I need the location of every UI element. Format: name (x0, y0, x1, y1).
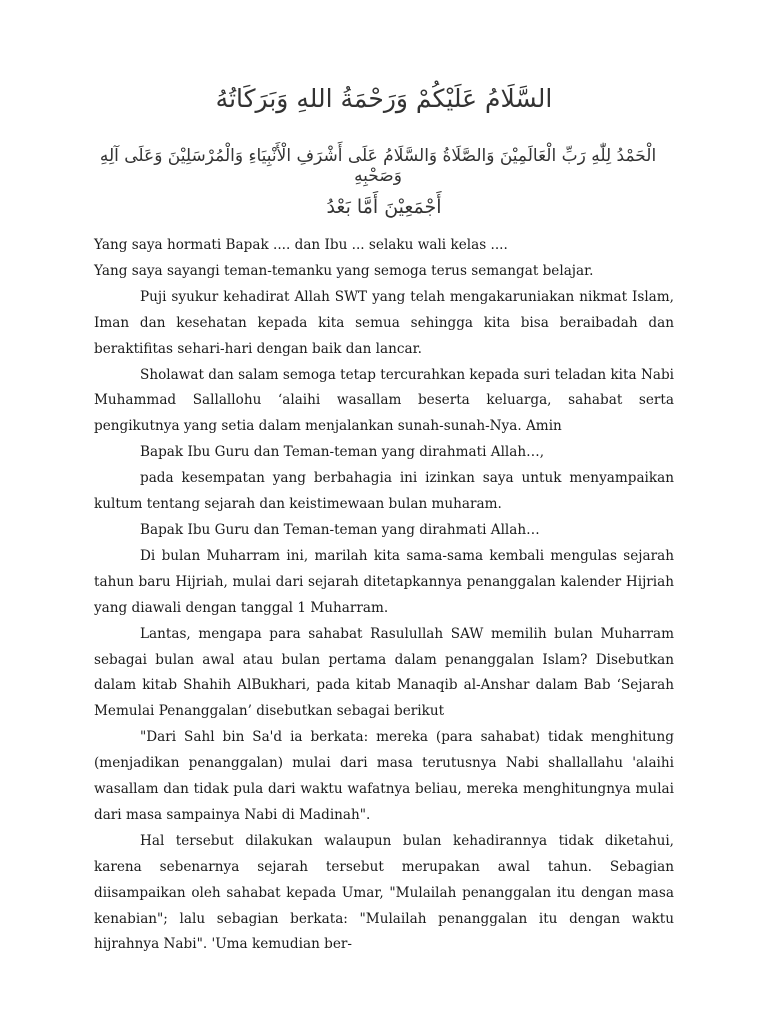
greeting-teachers: Yang saya hormati Bapak .... dan Ibu ... selaku wali kelas .... (94, 237, 508, 253)
arabic-greeting: السَّلَامُ عَلَيْكُمْ وَرَحْمَةُ اللهِ وَبَرَكَاتُهُ (215, 84, 553, 113)
greeting-friends: Yang saya sayangi teman-temanku yang semoga terus semangat belajar. (94, 262, 594, 279)
paragraph-gratitude: Puji syukur kehadirat Allah SWT yang telah mengakaruniakan nikmat Islam, Iman dan kesehatan kepada kita semua sehingga kita bisa beraibadah dan beraktifitas sehari-hari dengan baik dan lancar. (94, 288, 674, 357)
paragraph-muharram-intro: Di bulan Muharram ini, marilah kita sama-sama kembali mengulas sejarah tahun baru Hijriah, mulai dari sejarah ditetapkannya penanggalan kalender Hijriah yang diawali dengan tanggal 1 Muharram. (94, 547, 674, 616)
arabic-hamdalah: الْحَمْدُ لِلّٰهِ رَبِّ الْعَالَمِيْنَ وَالصَّلَاةُ وَالسَّلَامُ عَلَى أَشْرَفِ الْأَنْبِيَاءِ وَالْمُرْسَلِيْنَ وَعَلَى آلِهِ وَصَحْبِهِ (99, 146, 657, 186)
paragraph-question: Lantas, mengapa para sahabat Rasulullah SAW memilih bulan Muharram sebagai bulan awal atau bulan pertama dalam penanggalan Islam? Disebutkan dalam kitab Shahih AlBukhari, pada kitab Manaqib al-Anshar dalam Bab ‘Sejarah Memulai Penanggalan’ disebutkan sebagai berikut (94, 625, 674, 720)
paragraph-sholawat: Sholawat dan salam semoga tetap tercurahkan kepada suri teladan kita Nabi Muhammad Sallallohu ‘alaihi wasallam beserta keluarga, sahabat serta pengikutnya yang setia dalam menjalankan sunah-sunah-Nya. Amin (94, 366, 674, 435)
paragraph-opening: pada kesempatan yang berbahagia ini izinkan saya untuk menyampaikan kultum tentang sejarah dan keistimewaan bulan muharam. (94, 470, 674, 513)
speech-body (94, 233, 674, 958)
paragraph-hadith-quote: "Dari Sahl bin Sa'd ia berkata: mereka (para sahabat) tidak menghitung (menjadikan penanggalan) mulai dari masa terutusnya Nabi shallallahu 'alaihi wasallam dan tidak pula dari waktu wafatnya beliau, mereka menghitungnya mulai dari masa sampainya Nabi di Madinah". (94, 729, 674, 823)
paragraph-address-2: Bapak Ibu Guru dan Teman-teman yang dirahmati Allah… (140, 521, 540, 538)
arabic-closing: أَجْمَعِيْنَ أَمَّا بَعْدُ (326, 196, 442, 218)
paragraph-address-1: Bapak Ibu Guru dan Teman-teman yang dirahmati Allah…, (140, 444, 545, 461)
paragraph-explanation: Hal tersebut dilakukan walaupun bulan kehadirannya tidak diketahui, karena sebenarnya sejarah tersebut merupakan awal tahun. Sebagian diisampaikan oleh sahabat kepada Umar, "Mulailah penanggalan itu dengan masa kenabian"; lalu sebagian berkata: "Mulailah penanggalan itu dengan waktu hijrahnya Nabi". 'Uma kemudian ber- (94, 832, 674, 953)
